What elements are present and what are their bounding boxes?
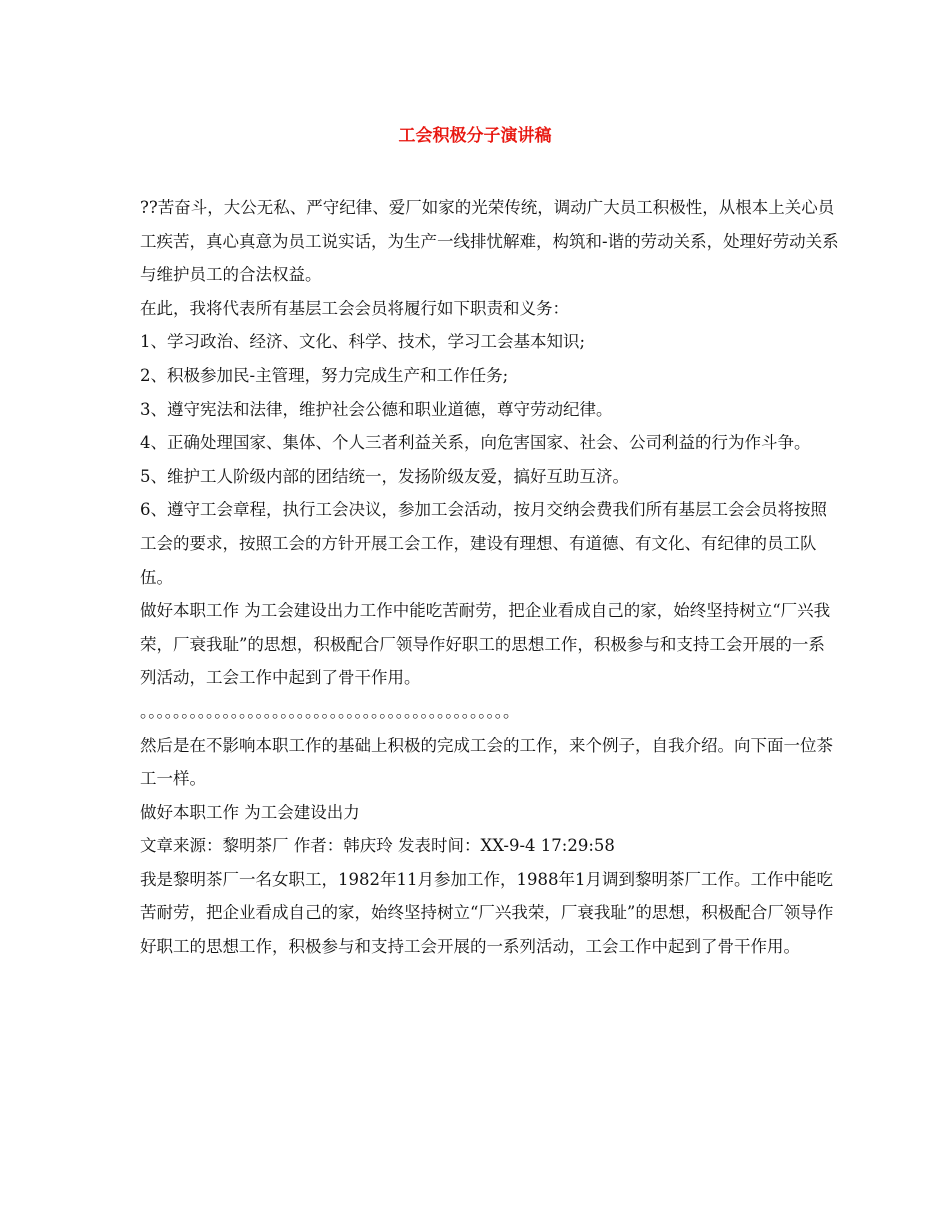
paragraph-work: 做好本职工作 为工会建设出力工作中能吃苦耐劳，把企业看成自己的家，始终坚持树立“厂兴我荣，厂衰我耻”的思想，积极配合厂领导作好职工的思想工作，积极参与和支持工会开展的一系列活动，工会工作中起到了骨干作用。	[140, 601, 831, 688]
paragraph-duties-intro: 在此，我将代表所有基层工会会员将履行如下职责和义务：	[140, 298, 569, 318]
paragraph-ellipsis: 。。。。。。。。。。。。。。。。。。。。。。。。。。。。。。。。。。。。。。。。。。。。。	[140, 701, 520, 721]
list-item-duty-2: 2、积极参加民-主管理，努力完成生产和工作任务;	[140, 365, 509, 385]
list-item-duty-3: 3、遵守宪法和法律，维护社会公德和职业道德，尊守劳动纪律。	[140, 399, 613, 419]
document-body	[140, 191, 840, 964]
document-title: 工会积极分子演讲稿	[398, 126, 552, 146]
article-heading: 做好本职工作 为工会建设出力	[140, 802, 360, 822]
paragraph-example: 然后是在不影响本职工作的基础上积极的完成工会的工作，来个例子，自我介绍。向下面一位茶工一样。	[140, 735, 833, 789]
list-item-duty-6: 6、遵守工会章程，执行工会决议，参加工会活动，按月交纳会费我们所有基层工会会员将按照工会的要求，按照工会的方针开展工会工作，建设有理想、有道德、有文化、有纪律的员工队伍。	[140, 500, 827, 587]
paragraph-intro: ??苦奋斗，大公无私、严守纪律、爱厂如家的光荣传统，调动广大员工积极性，从根本上关心员工疾苦，真心真意为员工说实话，为生产一线排忧解难，构筑和-谐的劳动关系，处理好劳动关系与维护员工的合法权益。	[140, 198, 839, 285]
list-item-duty-5: 5、维护工人阶级内部的团结统一，发扬阶级友爱，搞好互助互济。	[140, 466, 629, 486]
list-item-duty-1: 1、学习政治、经济、文化、科学、技术，学习工会基本知识;	[140, 332, 586, 352]
paragraph-self-intro: 我是黎明茶厂一名女职工，1982年11月参加工作，1988年1月调到黎明茶厂工作。工作中能吃苦耐劳，把企业看成自己的家，始终坚持树立“厂兴我荣，厂衰我耻”的思想，积极配合厂领导作好职工的思想工作，积极参与和支持工会开展的一系列活动，工会工作中起到了骨干作用。	[140, 869, 834, 957]
list-item-duty-4: 4、正确处理国家、集体、个人三者利益关系，向危害国家、社会、公司利益的行为作斗争。	[140, 433, 811, 453]
article-meta: 文章来源：黎明茶厂 作者：韩庆玲 发表时间：XX-9-4 17:29:58	[140, 836, 615, 856]
